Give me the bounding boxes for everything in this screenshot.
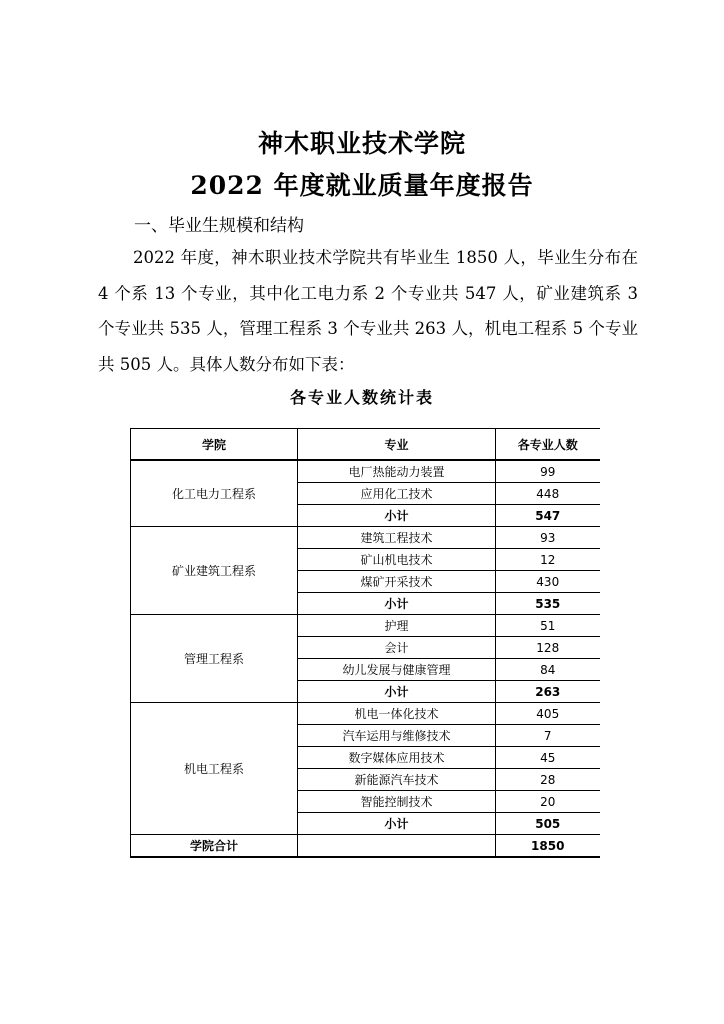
major-name: 煤矿开采技术: [298, 571, 496, 593]
subtotal-label: 小计: [298, 593, 496, 615]
table-body: [131, 460, 600, 857]
major-count: 45: [496, 747, 600, 769]
subtotal-value: 547: [496, 505, 600, 527]
department-name: 机电工程系: [131, 703, 298, 835]
subtotal-value: 535: [496, 593, 600, 615]
major-count: 12: [496, 549, 600, 571]
major-name: 汽车运用与维修技术: [298, 725, 496, 747]
major-name: 应用化工技术: [298, 483, 496, 505]
department-name: 矿业建筑工程系: [131, 527, 298, 615]
grand-total-label: 学院合计: [131, 835, 298, 858]
report-title-line1: 神木职业技术学院: [257, 129, 466, 158]
major-name: 智能控制技术: [298, 791, 496, 813]
major-count: 128: [496, 637, 600, 659]
major-count: 430: [496, 571, 600, 593]
department-name: 管理工程系: [131, 615, 298, 703]
major-stats-table: [130, 428, 600, 858]
header-count: 各专业人数: [496, 429, 600, 461]
major-name: 电厂热能动力装置: [298, 460, 496, 483]
department-name: 化工电力工程系: [131, 460, 298, 527]
subtotal-value: 505: [496, 813, 600, 835]
table-row: [131, 703, 600, 725]
major-name: 建筑工程技术: [298, 527, 496, 549]
major-count: 7: [496, 725, 600, 747]
major-name: 新能源汽车技术: [298, 769, 496, 791]
major-count: 28: [496, 769, 600, 791]
major-name: 护理: [298, 615, 496, 637]
grand-total-row: [131, 835, 600, 858]
major-name: 机电一体化技术: [298, 703, 496, 725]
subtotal-label: 小计: [298, 681, 496, 703]
section-heading: 一、毕业生规模和结构: [134, 216, 304, 236]
subtotal-value: 263: [496, 681, 600, 703]
table-caption: 各专业人数统计表: [289, 388, 434, 407]
major-name: 会计: [298, 637, 496, 659]
header-department: 学院: [131, 429, 298, 461]
intro-paragraph: 2022 年度，神木职业技术学院共有毕业生 1850 人，毕业生分布在 4 个系 13 个专业，其中化工电力系 2 个专业共 547 人，矿业建筑系 3 个专业共 535 人，管理工程系 3 个专业共 263 人，机电工程系 5 个专业共 505 人。具体人数分布如下表：: [98, 248, 638, 374]
major-count: 93: [496, 527, 600, 549]
subtotal-label: 小计: [298, 505, 496, 527]
major-count: 99: [496, 460, 600, 483]
major-count: 405: [496, 703, 600, 725]
grand-total-empty: [298, 835, 496, 858]
subtotal-label: 小计: [298, 813, 496, 835]
report-title-line2: 2022 年度就业质量年度报告: [190, 171, 534, 200]
major-count: 84: [496, 659, 600, 681]
table-row: [131, 615, 600, 637]
major-count: 51: [496, 615, 600, 637]
major-name: 矿山机电技术: [298, 549, 496, 571]
major-name: 数字媒体应用技术: [298, 747, 496, 769]
header-major: 专业: [298, 429, 496, 461]
grand-total-value: 1850: [496, 835, 600, 858]
table-row: [131, 527, 600, 549]
table-header-row: [131, 429, 600, 461]
major-count: 448: [496, 483, 600, 505]
table-row: [131, 460, 600, 483]
major-name: 幼儿发展与健康管理: [298, 659, 496, 681]
major-count: 20: [496, 791, 600, 813]
